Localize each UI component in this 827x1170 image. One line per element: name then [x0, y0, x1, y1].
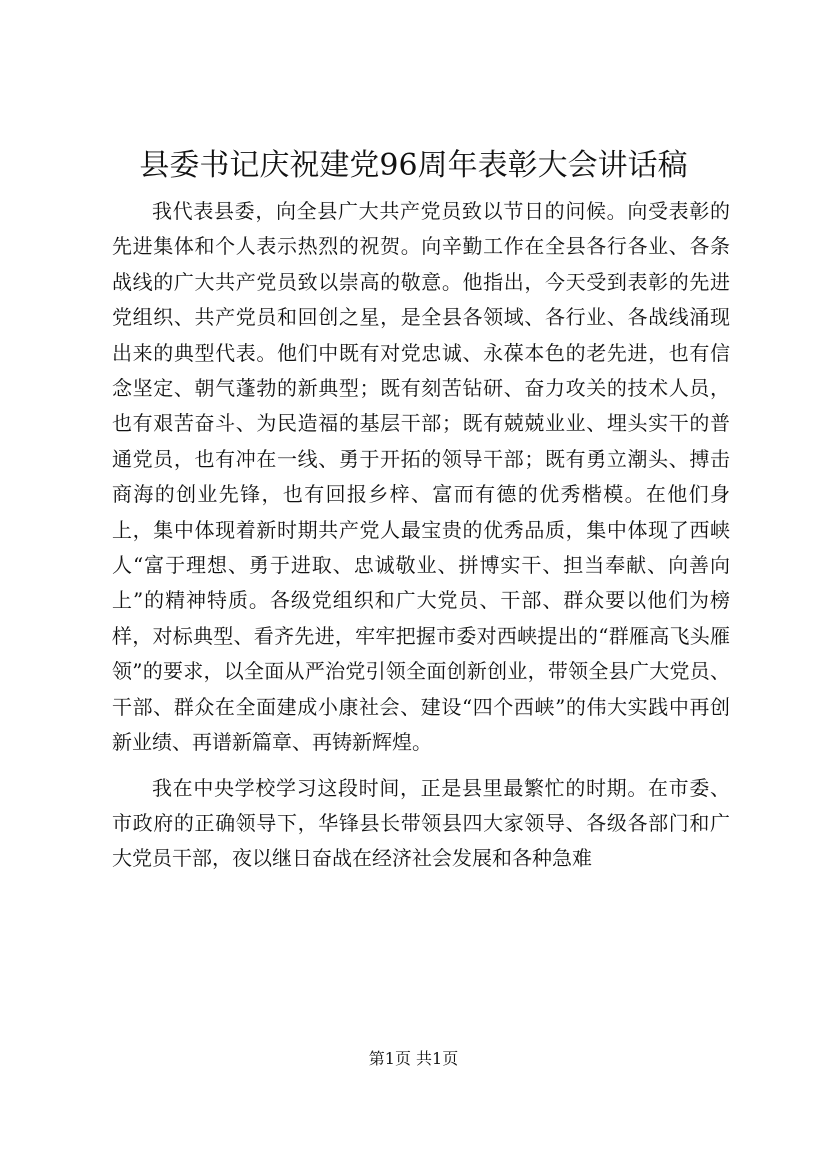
body-paragraph-2: 我在中央学校学习这段时间，正是县里最繁忙的时期。在市委、市政府的正确领导下，华锋县长带领县四大家领导、各级各部门和广大党员干部，夜以继日奋战在经济社会发展和各种急难	[112, 775, 730, 871]
page-number-label: 第1页 共1页	[368, 1049, 459, 1068]
body-paragraph-1: 我代表县委，向全县广大共产党员致以节日的问候。向受表彰的先进集体和个人表示热烈的祝贺。向辛勤工作在全县各行各业、各条战线的广大共产党员致以崇高的敬意。他指出，今天受到表彰的先进党组织、共产党员和回创之星，是全县各领域、各行业、各战线涌现出来的典型代表。他们中既有对党忠诚、永葆本色的老先进，也有信念坚定、朝气蓬勃的新典型；既有刻苦钻研、奋力攻关的技术人员，也有艰苦奋斗、为民造福的基层干部；既有兢兢业业、埋头实干的普通党员，也有冲在一线、勇于开拓的领导干部；既有勇立潮头、搏击商海的创业先锋，也有回报乡梓、富而有德的优秀楷模。在他们身上，集中体现着新时期共产党人最宝贵的优秀品质，集中体现了西峡人“富于理想、勇于进取、忠诚敬业、拼博实干、担当奉献、向善向上”的精神特质。各级党组织和广大党员、干部、群众要以他们为榜样，对标典型、看齐先进，牢牢把握市委对西峡提出的“群雁高飞头雁领”的要求，以全面从严治党引领全面创新创业，带领全县广大党员、干部、群众在全面建成小康社会、建设“四个西峡”的伟大实践中再创新业绩、再谱新篇章、再铸新辉煌。	[112, 199, 730, 755]
document-body	[112, 194, 730, 877]
page-footer	[0, 1049, 827, 1069]
document-title: 县委书记庆祝建党96周年表彰大会讲话稿	[139, 148, 688, 183]
